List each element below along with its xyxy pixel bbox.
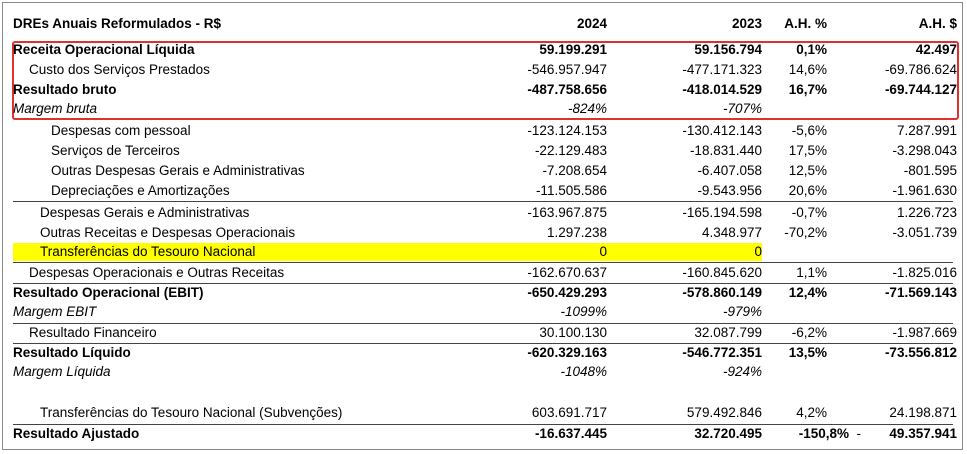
value-2024: -7.208.654 [542,163,607,178]
value-ah-val: 42.497 [915,42,957,57]
value-2023: 0 [754,244,762,259]
value-ah-pct: 16,7% [788,82,827,97]
table-row [11,141,967,161]
value-2024: -1048% [560,364,607,379]
row-label: Resultado bruto [13,82,117,97]
value-2024: -162.670.637 [527,265,607,280]
value-ah-val: -1.961.630 [892,183,957,198]
value-2023: -9.543.956 [697,183,762,198]
row-label: Serviços de Terceiros [51,143,180,158]
value-ah-val: 49.357.941 [889,426,957,441]
table-row-highlighted [11,242,967,262]
value-2024: -123.124.153 [527,123,607,138]
col-ah-pct-header: A.H. % [784,16,827,31]
row-label: Resultado Ajustado [13,426,140,441]
value-2024: 603.691.717 [531,405,607,420]
value-ah-pct: -150,8% [798,426,849,441]
value-2024: -11.505.586 [535,183,607,198]
table-row [11,343,967,363]
table-title: DREs Anuais Reformulados - R$ [13,16,222,31]
row-label: Outras Despesas Gerais e Administrativas [51,163,305,178]
value-2024: 1.297.238 [546,225,607,240]
header-row [11,14,967,34]
table-row [11,60,967,80]
value-2024: 30.100.130 [539,325,607,340]
value-2024: -16.637.445 [534,426,607,441]
value-2023: 32.087.799 [694,325,762,340]
row-label: Transferências do Tesouro Nacional (Subvenções) [40,405,343,420]
table-row [11,80,967,100]
value-2024: -620.329.163 [527,345,607,360]
value-ah-pct: 4,2% [796,405,827,420]
value-ah-pct: 13,5% [788,345,827,360]
value-ah-val: 7.287.991 [896,123,957,138]
value-ah-val: -69.786.624 [884,62,957,77]
value-2023: -546.772.351 [682,345,762,360]
row-label: Resultado Líquido [13,345,131,360]
value-ah-pct: -0,7% [791,205,827,220]
value-ah-val: -3.298.043 [892,143,957,158]
value-2023: -165.194.598 [682,205,762,220]
row-label: Margem Líquida [13,364,111,379]
table-row [11,263,967,283]
value-ah-pct: 20,6% [788,183,827,198]
row-label: Receita Operacional Líquida [13,42,195,57]
value-ah-pct: 12,5% [788,163,827,178]
value-ah-val: -3.051.739 [892,225,957,240]
value-ah-val: 24.198.871 [889,405,957,420]
value-2023: -418.014.529 [682,82,762,97]
col-2023-header: 2023 [731,16,762,31]
table-row [11,302,967,322]
value-2024: 59.199.291 [539,42,607,57]
divider [13,201,953,202]
value-2024: -546.957.947 [527,62,607,77]
value-2023: -6.407.058 [697,163,762,178]
value-ah-val: -1.987.669 [892,325,957,340]
value-2023: -160.845.620 [682,265,762,280]
value-ah-pct: -70,2% [784,225,827,240]
value-2023: -130.412.143 [682,123,762,138]
value-ah-val: -801.595 [903,163,957,178]
value-ah-pct: 14,6% [788,62,827,77]
value-2023: -477.171.323 [682,62,762,77]
table-row [11,161,967,181]
value-ah-pct: -6,2% [791,325,827,340]
value-2024: -824% [567,101,607,116]
table-row [11,323,967,343]
value-ah-pct: -5,6% [791,123,827,138]
value-ah-val: -69.744.127 [884,82,957,97]
table-row [11,203,967,223]
table-row [11,121,967,141]
value-2023: -578.860.149 [682,285,762,300]
value-ah-val: -73.556.812 [884,345,957,360]
row-label: Margem EBIT [13,304,97,319]
value-ah-pct: 0,1% [796,42,827,57]
value-2024: -1099% [560,304,607,319]
col-2024-header: 2024 [576,16,607,31]
value-ah-val: -1.825.016 [892,265,957,280]
value-ah-pct: 12,4% [788,285,827,300]
value-2024: -487.758.656 [527,82,607,97]
value-2024: -163.967.875 [527,205,607,220]
value-2023: -707% [722,101,762,116]
row-label: Resultado Financeiro [29,325,157,340]
value-ah-val: 1.226.723 [896,205,957,220]
row-label: Outras Receitas e Despesas Operacionais [40,225,296,240]
table-row [11,99,967,119]
col-ah-val-header: A.H. $ [918,16,957,31]
value-ah-pct: 17,5% [788,143,827,158]
row-label: Despesas Gerais e Administrativas [40,205,250,220]
table-row [11,223,967,243]
value-2023: -18.831.440 [689,143,762,158]
value-2023: -979% [722,304,762,319]
value-2024: -22.129.483 [534,143,607,158]
table-row [11,283,967,303]
table-row [11,403,967,423]
row-label: Despesas com pessoal [51,123,191,138]
value-ah-val: -71.569.143 [884,285,957,300]
row-label: Margem bruta [13,101,98,116]
value-2023: -924% [722,364,762,379]
table-row [11,362,967,382]
value-ah-suffix: - [856,426,861,441]
row-label: Depreciações e Amortizações [51,183,230,198]
value-2023: 59.156.794 [694,42,762,57]
table-row [11,181,967,201]
table-row [11,40,967,60]
row-label: Custo dos Serviços Prestados [29,62,210,77]
row-label: Despesas Operacionais e Outras Receitas [29,265,285,280]
row-label: Transferências do Tesouro Nacional [40,244,256,259]
value-2023: 4.348.977 [701,225,762,240]
value-2024: 0 [599,244,607,259]
statement-frame [2,2,963,450]
value-ah-pct: 1,1% [796,265,827,280]
value-2023: 579.492.846 [686,405,762,420]
row-label: Resultado Operacional (EBIT) [13,285,204,300]
table-row [11,424,967,444]
value-2023: 32.720.495 [694,426,762,441]
value-2024: -650.429.293 [527,285,607,300]
